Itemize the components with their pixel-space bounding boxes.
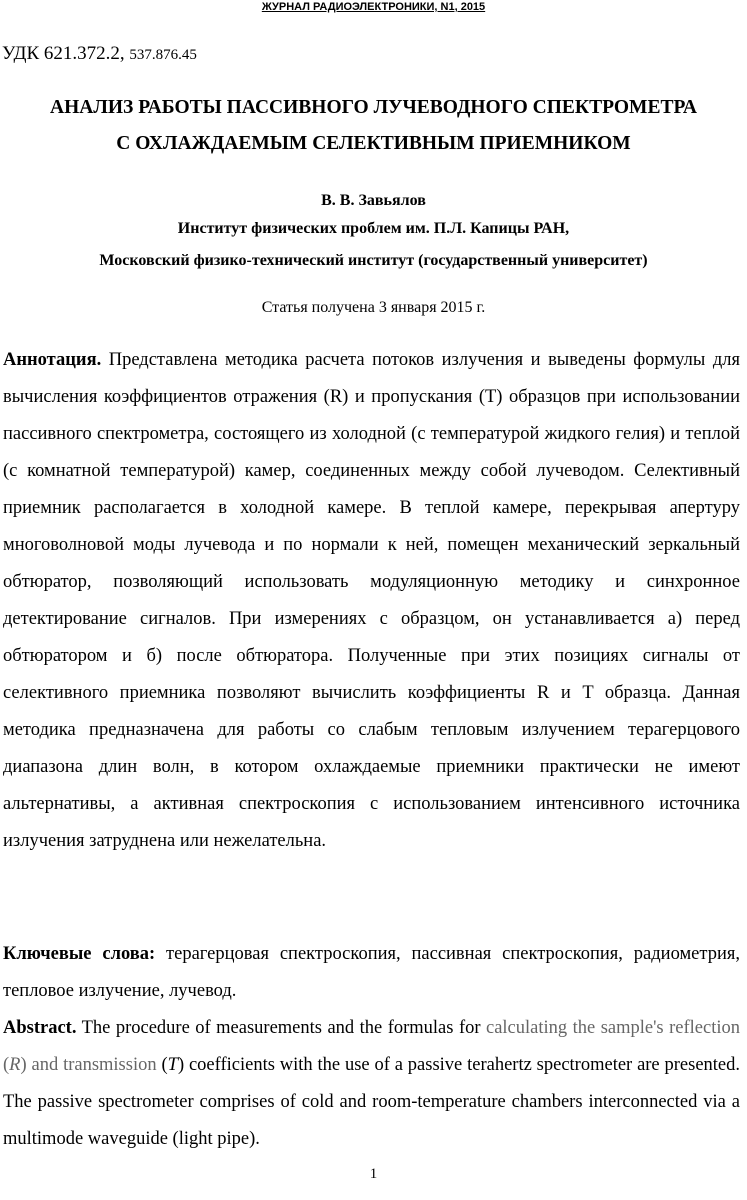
keywords-label: Ключевые слова:: [3, 944, 156, 964]
title-line-2: С ОХЛАЖДАЕМЫМ СЕЛЕКТИВНЫМ ПРИЕМНИКОМ: [116, 133, 631, 154]
annotation-label: Аннотация.: [3, 350, 102, 370]
abstract-label: Abstract.: [3, 1018, 77, 1038]
abstract-text-1: The procedure of measurements and the formulas for: [81, 1018, 481, 1038]
abstract-text-3: ) coefficients with the use of a passive terahertz spectrometer are presented. The passive spectrometer comprises of cold and room-temperature chambers interconnected via a multimode waveguide (light pipe).: [3, 1055, 741, 1149]
keywords-text: терагерцовая спектроскопия, пассивная спектроскопия, радиометрия, тепловое излучение, лучевод.: [3, 944, 740, 1001]
received-date: Статья получена 3 января 2015 г.: [261, 299, 486, 316]
abstract-text-2: (: [161, 1055, 168, 1075]
author-name: В. В. Завьялов: [321, 192, 426, 209]
abstract-linked-text-2: ) and transmission: [20, 1055, 157, 1075]
journal-header: ЖУРНАЛ РАДИОЭЛЕКТРОНИКИ, N1, 2015: [261, 1, 486, 13]
annotation-paragraph: [3, 342, 740, 860]
paper-title: [0, 90, 747, 162]
udc-main: УДК 621.372.2,: [2, 43, 125, 64]
affiliation-2: Московский физико-технический институт (государственный университет): [99, 252, 648, 269]
keywords-paragraph: [3, 936, 740, 1010]
udc-extra: 537.876.45: [129, 47, 197, 63]
abstract-linked-text-1: calculating the sample's reflection (: [3, 1018, 740, 1075]
abstract-paragraph: [3, 1010, 740, 1158]
udc-code: [2, 42, 197, 67]
page-number: 1: [369, 1166, 378, 1182]
annotation-text: Представлена методика расчета потоков излучения и выведены формулы для вычисления коэффициентов отражения (R) и пропускания (T) образцов при использовании пассивного спектрометра, состоящего из холодной (с температурой жидкого гелия) и теплой (с комнатной температурой) камер, соединенных между собой лучеводом. Селективный приемник располагается в холодной камере. В теплой камере, перекрывая апертуру многоволновой моды лучевода и по нормали к ней, помещен механический зеркальный обтюратор, позволяющий использовать модуляционную методику и синхронное детектирование сигналов. При измерениях с образцом, он устанавливается а) перед обтюратором и б) после обтюратора. Полученные при этих позициях сигналы от селективного приемника позволяют вычислить коэффициенты R и T образца. Данная методика предназначена для работы со слабым тепловым излучением терагерцового диапазона длин волн, в котором охлаждаемые приемники практически не имеют альтернативы, а активная спектроскопия с использованием интенсивного источника излучения затруднена или нежелательна.: [3, 350, 740, 851]
abstract-symbol-r: R: [9, 1055, 21, 1075]
affiliation-1: Институт физических проблем им. П.Л. Капицы РАН,: [177, 220, 570, 237]
abstract-symbol-t: T: [167, 1055, 178, 1075]
title-line-1: АНАЛИЗ РАБОТЫ ПАССИВНОГО ЛУЧЕВОДНОГО СПЕКТРОМЕТРА: [50, 97, 697, 118]
